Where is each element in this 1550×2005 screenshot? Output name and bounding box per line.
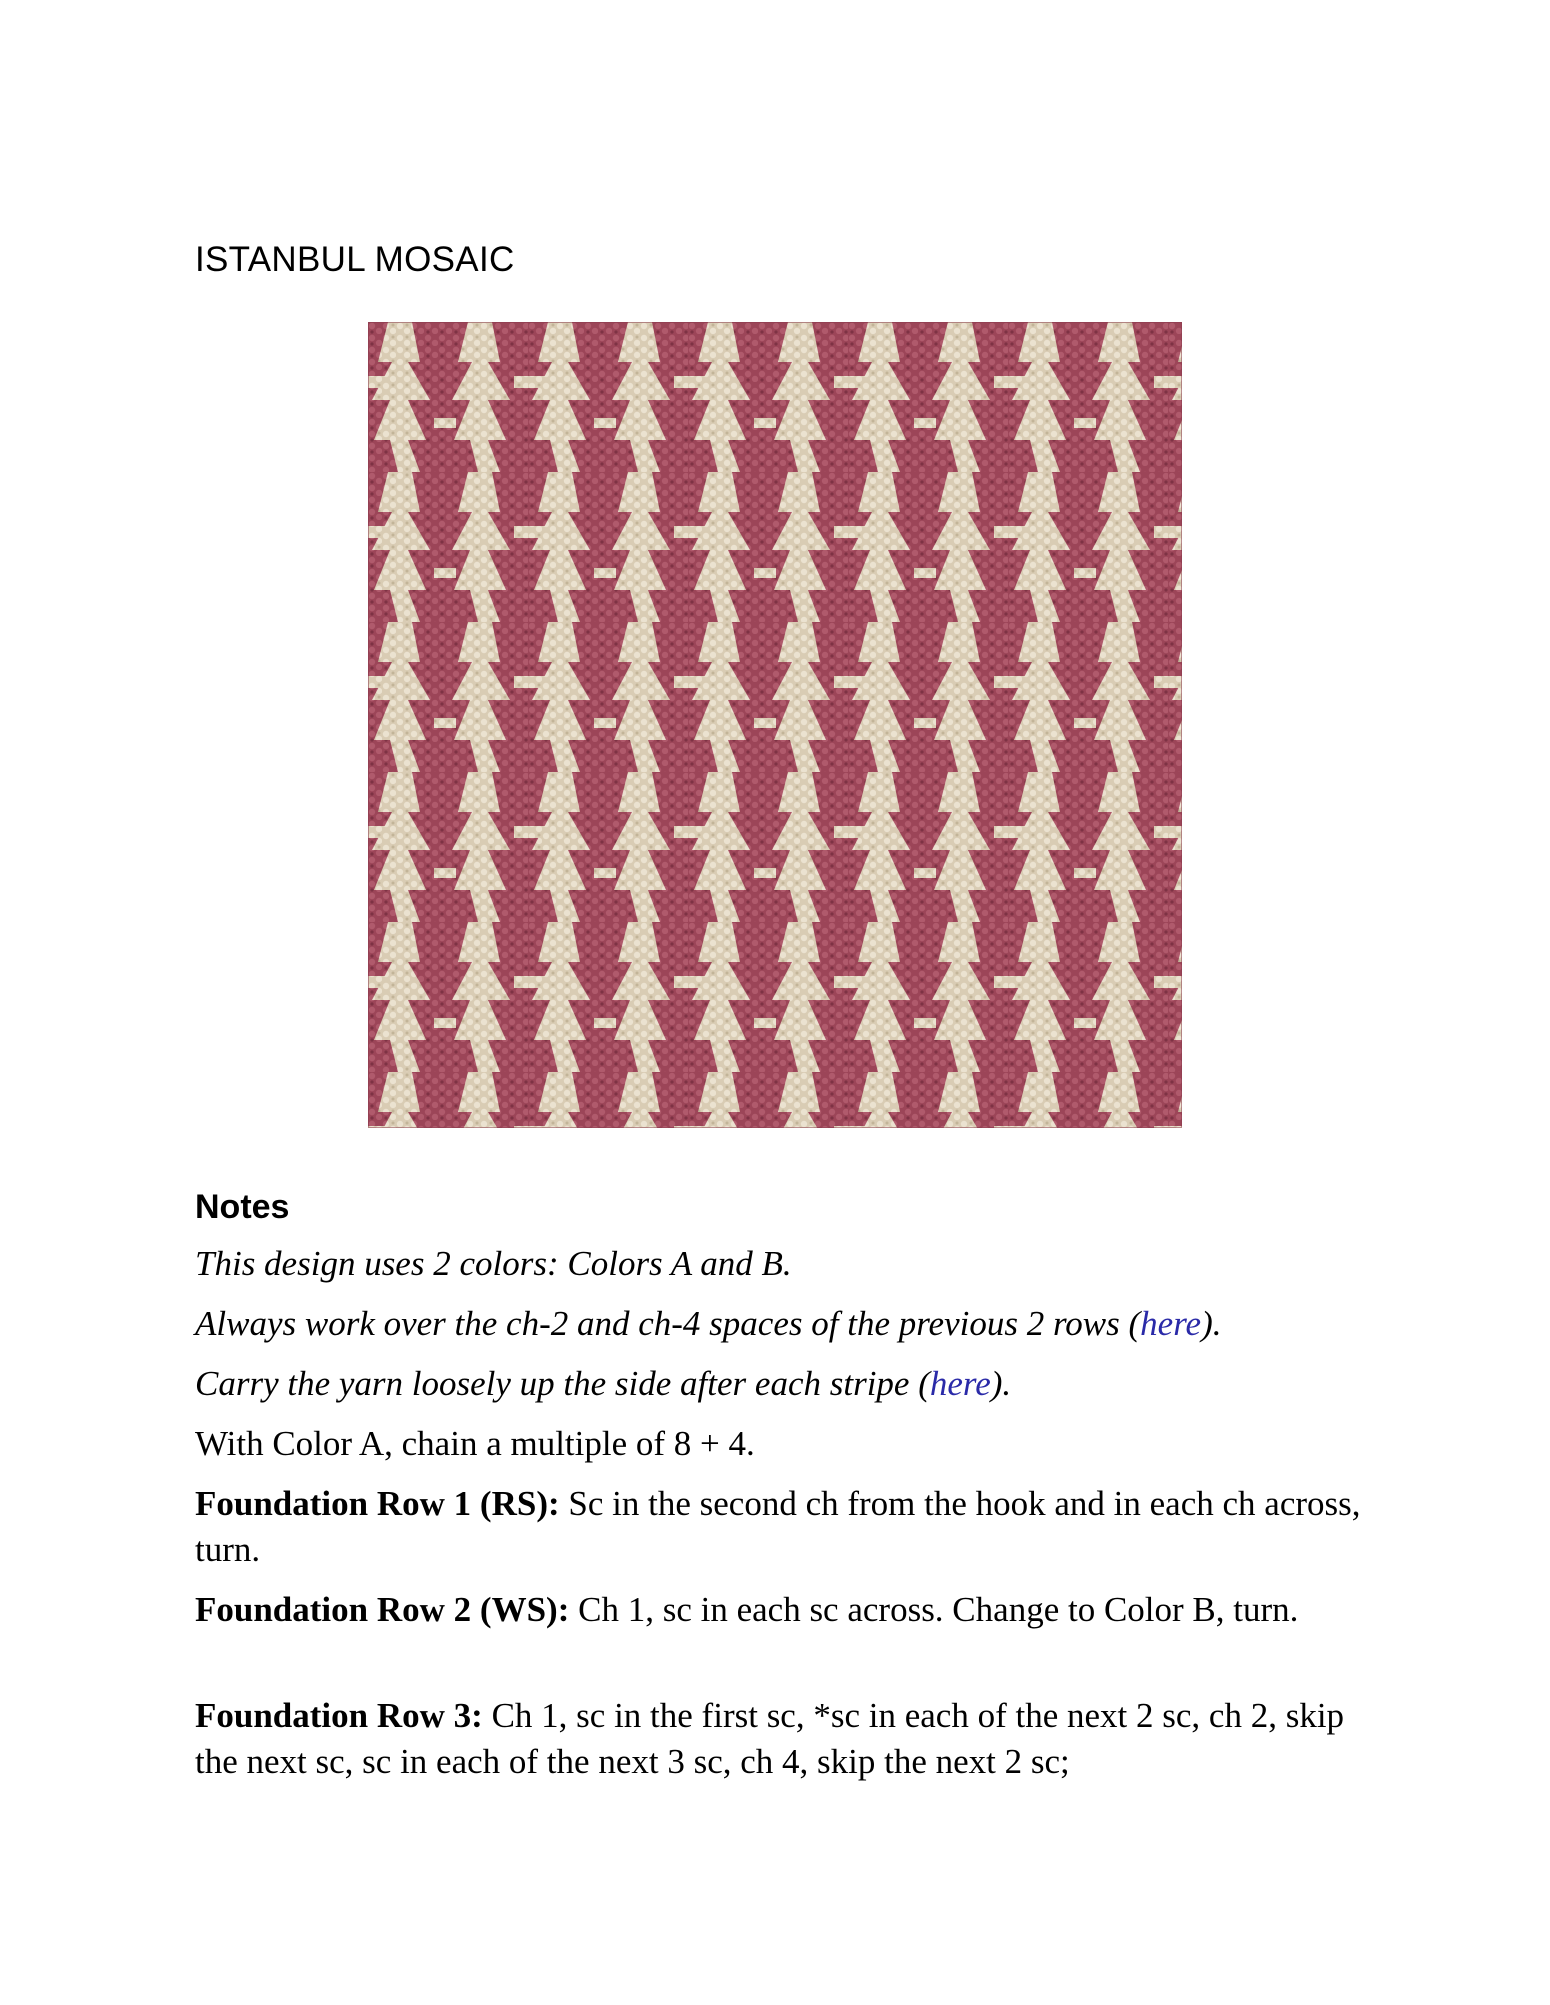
here-link-spaces[interactable]: here [1140, 1304, 1202, 1343]
foundation-row-2 [195, 1587, 1375, 1633]
foundation-row-3 [195, 1693, 1375, 1785]
notes-line-carry-yarn [195, 1361, 1375, 1407]
notes-heading: Notes [195, 1188, 290, 1226]
notes-line-work-over-text: Always work over the ch-2 and ch-4 spaces of the previous 2 rows ( [195, 1304, 1141, 1343]
here-link-carry[interactable]: here [929, 1364, 991, 1403]
foundation-row-1 [195, 1481, 1375, 1573]
crochet-swatch-image [368, 322, 1182, 1128]
document-title: ISTANBUL MOSAIC [195, 240, 515, 279]
instruction-chain: With Color A, chain a multiple of 8 + 4. [195, 1424, 755, 1463]
foundation-row-1-text: Sc in the second ch from the hook and in each ch across, turn. [195, 1484, 1361, 1569]
foundation-row-1-label: Foundation Row 1 (RS): [195, 1484, 560, 1523]
notes-line-work-over-end: ). [1201, 1304, 1222, 1343]
foundation-row-2-label: Foundation Row 2 (WS): [195, 1590, 570, 1629]
notes-line-carry-yarn-text: Carry the yarn loosely up the side after each stripe ( [195, 1364, 930, 1403]
foundation-row-2-text: Ch 1, sc in each sc across. Change to Color B, turn. [569, 1590, 1299, 1629]
notes-line-work-over [195, 1301, 1375, 1347]
notes-line-colors: This design uses 2 colors: Colors A and B. [195, 1244, 792, 1283]
notes-line-carry-yarn-end: ). [990, 1364, 1012, 1403]
foundation-row-3-text: Ch 1, sc in the first sc, *sc in each of the next 2 sc, ch 2, skip the next sc, sc in each of the next 3 sc, ch 4, skip the next 2 sc; [195, 1696, 1345, 1781]
foundation-row-3-label: Foundation Row 3: [195, 1696, 483, 1735]
